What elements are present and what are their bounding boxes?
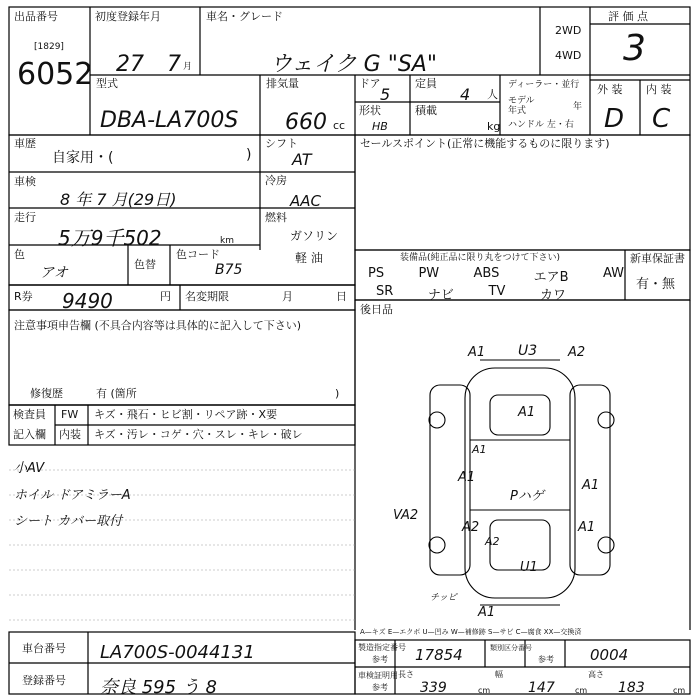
lot-sub: [1829]	[34, 42, 64, 52]
ticket-label: R券	[14, 290, 33, 303]
color-code-value: B75	[215, 262, 243, 278]
fw-label: FW	[61, 408, 79, 421]
model-value: DBA-LA700S	[100, 108, 239, 133]
month-unit-2: 月	[282, 290, 293, 303]
equipment-aw: AW	[602, 266, 624, 281]
appraisal-value: 17854	[415, 646, 463, 664]
mark-roof-peel: Pハゲ	[510, 489, 544, 504]
grade-value: 3	[623, 28, 646, 69]
mark-front-a1: A1	[468, 345, 486, 360]
mark-hood-a1: A1	[518, 405, 536, 420]
load-unit: kg	[487, 120, 501, 133]
mark-left-door-a1: A1	[472, 443, 487, 456]
int-items: キズ・汚レ・コゲ・穴・スレ・キレ・破レ	[94, 428, 303, 441]
first-reg-year: 27	[116, 52, 144, 77]
shape-label: 形状	[359, 104, 381, 117]
width-value: 147	[528, 680, 555, 696]
first-reg-label: 初度登録年月	[95, 10, 161, 23]
color-change-label: 色替	[134, 258, 156, 271]
width-unit: cm	[575, 686, 588, 695]
equipment-abs: ABS	[473, 266, 500, 281]
type-label: 類別区分番号	[490, 644, 532, 652]
inspection-label: 車検	[14, 175, 36, 188]
note-line-1: 小AV	[14, 461, 45, 476]
repair-close: )	[335, 387, 340, 400]
lot-number: 6052	[17, 57, 94, 92]
capacity-label: 定員	[415, 77, 437, 90]
door-label: ドア	[359, 77, 381, 90]
model-year-label: モデル	[508, 96, 535, 106]
height-label: 高さ	[588, 670, 604, 679]
yen-unit: 円	[160, 290, 171, 303]
interior-value: C	[652, 104, 671, 134]
int-label: 内装	[59, 428, 81, 441]
shift-value: AT	[292, 150, 312, 169]
first-reg-month: 7	[167, 52, 181, 77]
repair-label: 修復歴	[30, 387, 63, 400]
chassis-label: 車台番号	[22, 642, 66, 655]
model-label: 型式	[96, 77, 118, 90]
mark-right-a1: A1	[582, 478, 600, 493]
reg-label: 登録番号	[22, 674, 66, 687]
height-unit: cm	[673, 686, 686, 695]
mark-rear-a2: A2	[485, 535, 500, 548]
dims-sub: 参考	[372, 683, 388, 692]
door-value: 5	[380, 85, 391, 104]
year-unit: 年	[573, 102, 583, 112]
type-sub: 参考	[538, 655, 554, 664]
mark-bottom-a1: A1	[478, 605, 496, 620]
mark-rear-u1: U1	[520, 560, 538, 575]
mark-chip: チッピ	[430, 593, 457, 603]
shape-value: HB	[372, 120, 388, 133]
reg-value: 奈良 595 う 8	[100, 677, 217, 698]
height-value: 183	[618, 680, 645, 696]
displacement-label: 排気量	[266, 77, 299, 90]
inspector-label-2: 記入欄	[13, 428, 46, 441]
interior-label: 内 装	[646, 83, 672, 96]
fw-items: キズ・飛石・ヒビ割・リペア跡・X要	[94, 408, 278, 421]
ac-label: 冷房	[265, 174, 287, 187]
equipment-sr: SR	[376, 284, 394, 299]
equipment-tv: TV	[488, 284, 506, 299]
mark-right-rear-a1: A1	[578, 520, 596, 535]
equipment-navi: ナビ	[427, 288, 454, 303]
length-unit: cm	[478, 686, 491, 695]
length-value: 339	[420, 680, 447, 696]
diagram-legend: A—キズ E—エクボ U—凹み W—補修跡 S—サビ C—腐食 XX—交換済	[360, 628, 582, 636]
color-label: 色	[14, 248, 25, 261]
mark-left-rear-a2: A2	[462, 520, 480, 535]
color-code-label: 色コード	[176, 248, 220, 261]
appraisal-sub: 参考	[372, 655, 388, 664]
name-value: ウェイク G "SA"	[270, 52, 437, 77]
equipment-row1	[368, 266, 624, 285]
mark-va2: VA2	[393, 508, 419, 523]
appraisal-label: 製造指定番号	[358, 643, 406, 652]
after-label: 後日品	[360, 303, 393, 316]
day-unit: 日	[336, 290, 347, 303]
mark-left-a1: A1	[458, 470, 476, 485]
displacement-value: 660	[285, 110, 327, 135]
equipment-label: 装備品(純正品に限り丸をつけて下さい)	[400, 253, 561, 263]
color-value: アオ	[40, 265, 68, 281]
warranty-value: 有・無	[636, 277, 676, 292]
chassis-value: LA700S-0044131	[100, 642, 255, 663]
mark-front-a2: A2	[568, 345, 586, 360]
selling-points-label: セールスポイント(正常に機能するものに限ります)	[360, 137, 610, 150]
drive-2wd: 2WD	[555, 24, 582, 37]
warranty-label: 新車保証書	[630, 252, 685, 265]
km-unit: km	[220, 236, 234, 246]
model-year-label-2: 年式	[508, 106, 527, 116]
type-value: 0004	[590, 646, 629, 664]
capacity-value: 4	[460, 85, 471, 104]
history-label: 車歴	[14, 137, 36, 150]
lot-label: 出品番号	[14, 10, 58, 23]
displacement-unit: cc	[333, 119, 346, 132]
grade-label: 評 価 点	[608, 10, 648, 23]
inspection-value: 8 年 7 月(29日)	[60, 190, 177, 209]
dims-label: 車検証明用	[358, 671, 398, 680]
inspector-label-1: 検査員	[13, 408, 46, 421]
drive-4wd: 4WD	[555, 49, 582, 62]
equipment-leather: カワ	[539, 288, 566, 303]
ac-value: AAC	[290, 192, 321, 210]
length-label: 長さ	[398, 670, 414, 679]
ticket-value: 9490	[62, 289, 113, 313]
mark-front-u3: U3	[518, 343, 538, 359]
mileage-value: 5万9千502	[58, 226, 162, 250]
history-close: )	[246, 147, 252, 163]
note-line-3: シート カバー取付	[14, 514, 123, 529]
history-value: 自家用・(	[52, 150, 114, 166]
name-change-label: 名変期限	[185, 290, 229, 303]
dealer-label: ディーラー・並行	[508, 80, 580, 90]
fuel-label: 燃料	[265, 211, 287, 224]
month-unit: 月	[183, 62, 193, 72]
exterior-label: 外 装	[597, 83, 623, 96]
repair-value: 有 (箇所	[96, 387, 137, 400]
handle-label: ハンドル 左・右	[508, 120, 574, 130]
fuel-light: 軽 油	[295, 251, 323, 265]
name-label: 車名・グレード	[206, 10, 283, 23]
notes-label: 注意事項申告欄 (不具合内容等は具体的に記入して下さい)	[14, 319, 302, 332]
shift-label: シフト	[265, 137, 298, 150]
load-label: 積載	[415, 104, 437, 117]
width-label: 幅	[495, 670, 503, 679]
equipment-pw: PW	[418, 266, 440, 281]
equipment-ps: PS	[368, 266, 385, 281]
capacity-unit: 人	[487, 88, 498, 101]
equipment-row2	[376, 284, 566, 303]
mileage-label: 走行	[14, 211, 36, 224]
equipment-airbag: エアB	[533, 270, 569, 285]
fuel-gas: ガソリン	[290, 229, 339, 243]
exterior-value: D	[604, 104, 625, 134]
note-line-2: ホイル ドアミラーA	[14, 488, 131, 503]
